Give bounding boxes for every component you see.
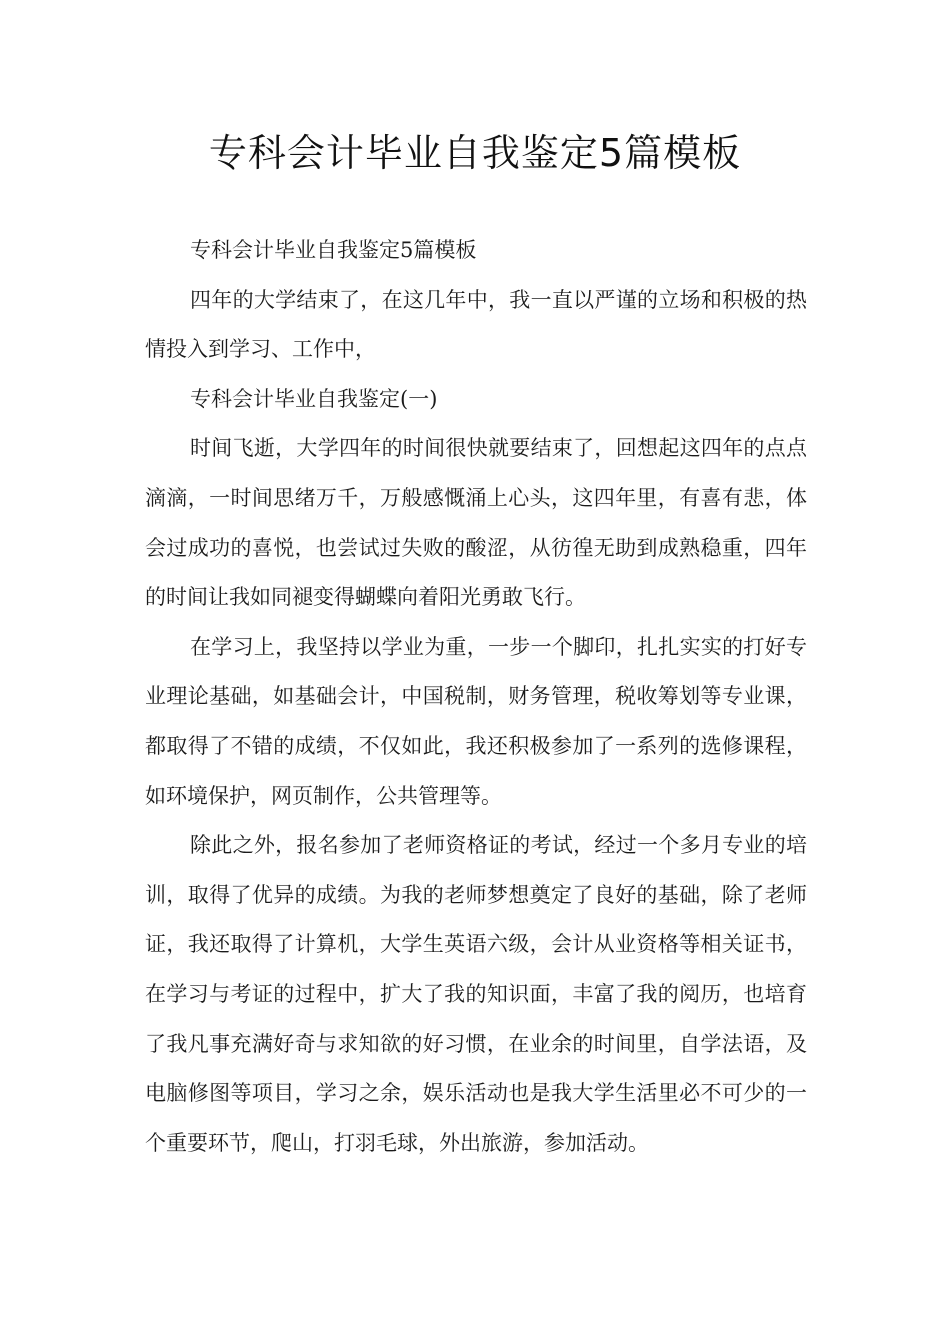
paragraph-subtitle: 专科会计毕业自我鉴定5篇模板: [190, 238, 477, 262]
document-title: 专科会计毕业自我鉴定5篇模板: [208, 131, 742, 175]
paragraph-study: 在学习上，我坚持以学业为重，一步一个脚印，扎扎实实的打好专业理论基础，如基础会计，中国税制，财务管理，税收筹划等专业课，都取得了不错的成绩，不仅如此，我还积极参加了一系列的选修课程，如环境保护，网页制作，公共管理等。: [145, 634, 807, 808]
document-body: [145, 226, 807, 1168]
paragraph-certificates: 除此之外，报名参加了老师资格证的考试，经过一个多月专业的培训，取得了优异的成绩。为我的老师梦想奠定了良好的基础，除了老师证，我还取得了计算机，大学生英语六级，会计从业资格等相关证书，在学习与考证的过程中，扩大了我的知识面，丰富了我的阅历，也培育了我凡事充满好奇与求知欲的好习惯，在业余的时间里，自学法语，及电脑修图等项目，学习之余，娱乐活动也是我大学生活里必不可少的一个重要环节，爬山，打羽毛球，外出旅游，参加活动。: [145, 833, 807, 1155]
paragraph-intro: 四年的大学结束了，在这几年中，我一直以严谨的立场和积极的热情投入到学习、工作中，: [145, 287, 807, 362]
paragraph-section-heading: 专科会计毕业自我鉴定(一): [190, 386, 438, 411]
paragraph-time: 时间飞逝，大学四年的时间很快就要结束了，回想起这四年的点点滴滴，一时间思绪万千，万般感慨涌上心头，这四年里，有喜有悲，体会过成功的喜悦，也尝试过失败的酸涩，从彷徨无助到成熟稳重，四年的时间让我如同褪变得蝴蝶向着阳光勇敢飞行。: [145, 436, 807, 610]
